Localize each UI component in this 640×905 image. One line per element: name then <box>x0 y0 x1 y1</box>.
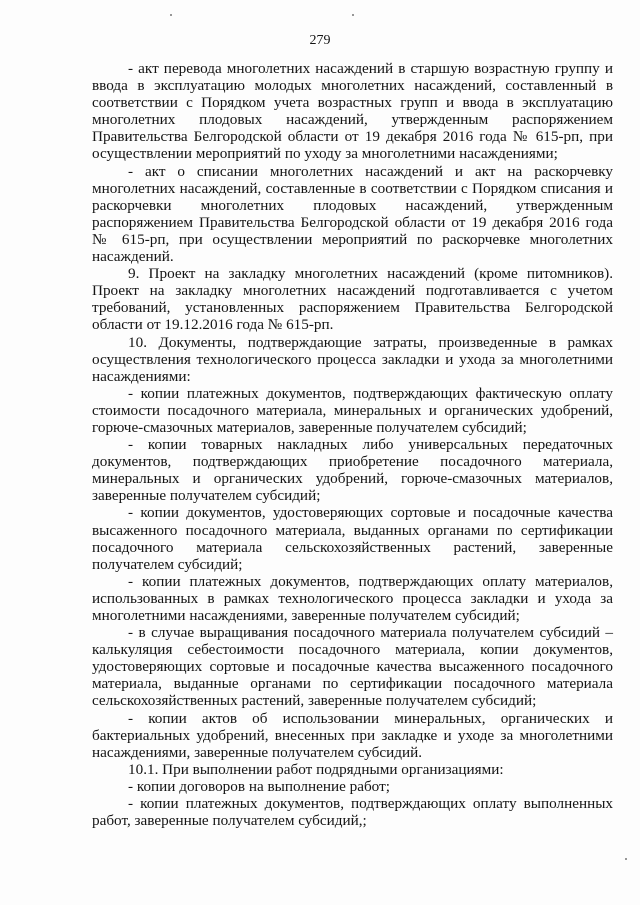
paragraph-contracts: - копии договоров на выполнение работ; <box>128 777 390 795</box>
scan-speck <box>352 14 354 16</box>
paragraph-item-9: 9. Проект на закладку многолетних насаждений (кроме питомников). Проект на закладку многолетних насаждений подготавливается с учетом требований, установленных распоряжением Правительства Белгородской области от 19.12.2016 года № 615-рп. <box>92 265 613 334</box>
paragraph-item-10: 10. Документы, подтверждающие затраты, произведенные в рамках осуществления технологического процесса закладки и ухода за многолетними насаждениями: <box>92 333 613 385</box>
paragraph-act-transfer: - акт перевода многолетних насаждений в старшую возрастную группу и ввода в эксплуатацию молодых многолетних насаждений, составленный в соответствии с Порядком учета возрастных групп и ввода в эксплуатацию многолетних плодовых насаждений, утвержденным распоряжением Правительства Белгородской области от 19 декабря 2016 года № 615-рп, при осуществлении мероприятий по уходу за многолетними насаждениями; <box>92 60 613 163</box>
paragraph-act-write-off: - акт о списании многолетних насаждений и акт на раскорчевку многолетних насаждений, составленные в соответствии с Порядком списания и раскорчевки многолетних плодовых насаждений, утвержденным распоряжением Правительства Белгородской области от 19 декабря 2016 года № 615-рп, при осуществлении мероприятий по раскорчевке многолетних насаждений. <box>92 162 613 266</box>
paragraph-payment-docs: - копии платежных документов, подтверждающих фактическую оплату стоимости посадочного материала, минеральных и органических удобрений, горюче-смазочных материалов, заверенные получателем субсидий; <box>92 384 613 436</box>
paragraph-materials-payment: - копии платежных документов, подтверждающих оплату материалов, использованных в рамках технологического процесса закладки и ухода за многолетними насаждениями, заверенные получателем субсидий; <box>92 572 613 624</box>
scan-speck <box>170 14 172 16</box>
scan-speck <box>625 858 627 860</box>
paragraph-quality-certificates: - копии документов, удостоверяющих сортовые и посадочные качества высаженного посадочного материала, выданных органами по сертификации посадочного материала сельскохозяйственных растений, заверенные получателем субсидий; <box>92 504 613 573</box>
document-body <box>92 60 613 829</box>
page-number: 279 <box>309 33 331 48</box>
paragraph-own-cultivation: - в случае выращивания посадочного материала получателем субсидий – калькуляция себестоимости посадочного материала, копии документов, удостоверяющих сортовые и посадочные качества высаженного посадочного материала, выданные органами по сертификации посадочного материала сельскохозяйственных растений, заверенные получателем субсидий; <box>92 624 613 710</box>
paragraph-item-10-1: 10.1. При выполнении работ подрядными организациями: <box>128 760 504 778</box>
paragraph-works-payment: - копии платежных документов, подтверждающих оплату выполненных работ, заверенные получателем субсидий,; <box>92 795 613 830</box>
paragraph-waybills: - копии товарных накладных либо универсальных передаточных документов, подтверждающих приобретение посадочного материала, минеральных и органических удобрений, горюче-смазочных материалов, заверенные получателем субсидий; <box>92 436 613 505</box>
paragraph-fertilizer-acts: - копии актов об использовании минеральных, органических и бактериальных удобрений, внесенных при закладке и уходе за многолетними насаждениями, заверенные получателем субсидий. <box>92 709 613 761</box>
